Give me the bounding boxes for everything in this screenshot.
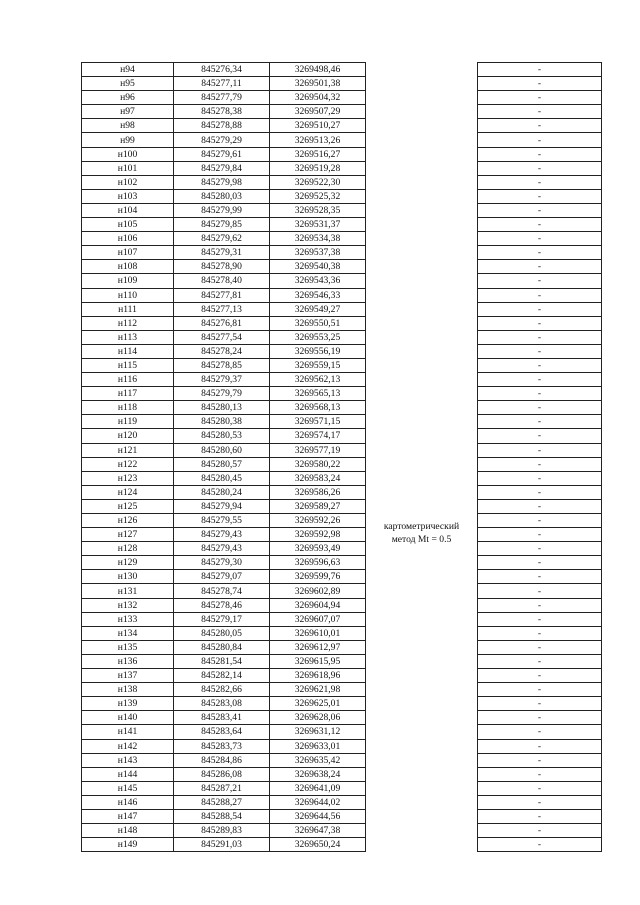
table-row — [82, 725, 602, 739]
x-coordinate-cell: 845279,61 — [174, 147, 270, 161]
y-coordinate-cell: 3269644,56 — [270, 809, 366, 823]
x-coordinate-cell: 845283,73 — [174, 739, 270, 753]
table-row — [82, 63, 602, 77]
y-coordinate-cell: 3269504,32 — [270, 91, 366, 105]
point-name-cell: н102 — [82, 175, 174, 189]
y-coordinate-cell: 3269583,24 — [270, 471, 366, 485]
point-name-cell: н135 — [82, 640, 174, 654]
accuracy-cell: - — [478, 528, 602, 542]
x-coordinate-cell: 845280,53 — [174, 429, 270, 443]
y-coordinate-cell: 3269650,24 — [270, 838, 366, 852]
x-coordinate-cell: 845280,38 — [174, 415, 270, 429]
y-coordinate-cell: 3269568,13 — [270, 401, 366, 415]
coordinates-table-body — [82, 63, 602, 852]
y-coordinate-cell: 3269522,30 — [270, 175, 366, 189]
accuracy-cell: - — [478, 669, 602, 683]
accuracy-cell: - — [478, 274, 602, 288]
accuracy-cell: - — [478, 429, 602, 443]
x-coordinate-cell: 845280,60 — [174, 443, 270, 457]
y-coordinate-cell: 3269633,01 — [270, 739, 366, 753]
table-row — [82, 330, 602, 344]
point-name-cell: н100 — [82, 147, 174, 161]
y-coordinate-cell: 3269644,02 — [270, 795, 366, 809]
accuracy-cell: - — [478, 373, 602, 387]
x-coordinate-cell: 845278,40 — [174, 274, 270, 288]
table-row — [82, 570, 602, 584]
table-row — [82, 147, 602, 161]
x-coordinate-cell: 845277,13 — [174, 302, 270, 316]
point-name-cell: н117 — [82, 387, 174, 401]
accuracy-cell: - — [478, 654, 602, 668]
x-coordinate-cell: 845279,85 — [174, 218, 270, 232]
table-row — [82, 809, 602, 823]
accuracy-cell: - — [478, 725, 602, 739]
y-coordinate-cell: 3269610,01 — [270, 626, 366, 640]
y-coordinate-cell: 3269498,46 — [270, 63, 366, 77]
y-coordinate-cell: 3269628,06 — [270, 711, 366, 725]
y-coordinate-cell: 3269559,15 — [270, 358, 366, 372]
point-name-cell: н105 — [82, 218, 174, 232]
point-name-cell: н94 — [82, 63, 174, 77]
table-row — [82, 824, 602, 838]
table-row — [82, 189, 602, 203]
table-row — [82, 443, 602, 457]
point-name-cell: н146 — [82, 795, 174, 809]
accuracy-cell: - — [478, 795, 602, 809]
y-coordinate-cell: 3269571,15 — [270, 415, 366, 429]
point-name-cell: н144 — [82, 767, 174, 781]
accuracy-cell: - — [478, 683, 602, 697]
x-coordinate-cell: 845279,37 — [174, 373, 270, 387]
point-name-cell: н106 — [82, 232, 174, 246]
x-coordinate-cell: 845280,24 — [174, 485, 270, 499]
x-coordinate-cell: 845286,08 — [174, 767, 270, 781]
y-coordinate-cell: 3269631,12 — [270, 725, 366, 739]
x-coordinate-cell: 845280,57 — [174, 457, 270, 471]
point-name-cell: н107 — [82, 246, 174, 260]
y-coordinate-cell: 3269525,32 — [270, 189, 366, 203]
table-row — [82, 387, 602, 401]
accuracy-cell: - — [478, 556, 602, 570]
table-row — [82, 598, 602, 612]
x-coordinate-cell: 845278,74 — [174, 584, 270, 598]
accuracy-cell: - — [478, 471, 602, 485]
accuracy-cell: - — [478, 133, 602, 147]
x-coordinate-cell: 845280,05 — [174, 626, 270, 640]
accuracy-cell: - — [478, 612, 602, 626]
table-row — [82, 781, 602, 795]
point-name-cell: н139 — [82, 697, 174, 711]
x-coordinate-cell: 845276,81 — [174, 316, 270, 330]
y-coordinate-cell: 3269607,07 — [270, 612, 366, 626]
point-name-cell: н103 — [82, 189, 174, 203]
y-coordinate-cell: 3269621,98 — [270, 683, 366, 697]
accuracy-cell: - — [478, 147, 602, 161]
table-row — [82, 697, 602, 711]
point-name-cell: н98 — [82, 119, 174, 133]
point-name-cell: н119 — [82, 415, 174, 429]
y-coordinate-cell: 3269553,25 — [270, 330, 366, 344]
accuracy-cell: - — [478, 753, 602, 767]
table-row — [82, 556, 602, 570]
point-name-cell: н132 — [82, 598, 174, 612]
point-name-cell: н115 — [82, 358, 174, 372]
point-name-cell: н116 — [82, 373, 174, 387]
x-coordinate-cell: 845280,84 — [174, 640, 270, 654]
point-name-cell: н109 — [82, 274, 174, 288]
table-row — [82, 203, 602, 217]
accuracy-cell: - — [478, 189, 602, 203]
y-coordinate-cell: 3269546,33 — [270, 288, 366, 302]
point-name-cell: н136 — [82, 654, 174, 668]
x-coordinate-cell: 845278,24 — [174, 344, 270, 358]
point-name-cell: н124 — [82, 485, 174, 499]
x-coordinate-cell: 845289,83 — [174, 824, 270, 838]
table-row — [82, 274, 602, 288]
accuracy-cell: - — [478, 105, 602, 119]
point-name-cell: н133 — [82, 612, 174, 626]
accuracy-cell: - — [478, 739, 602, 753]
table-row — [82, 316, 602, 330]
y-coordinate-cell: 3269580,22 — [270, 457, 366, 471]
accuracy-cell: - — [478, 485, 602, 499]
x-coordinate-cell: 845278,46 — [174, 598, 270, 612]
point-name-cell: н143 — [82, 753, 174, 767]
y-coordinate-cell: 3269592,26 — [270, 514, 366, 528]
x-coordinate-cell: 845279,43 — [174, 528, 270, 542]
y-coordinate-cell: 3269589,27 — [270, 499, 366, 513]
y-coordinate-cell: 3269647,38 — [270, 824, 366, 838]
table-row — [82, 358, 602, 372]
table-row — [82, 429, 602, 443]
accuracy-cell: - — [478, 457, 602, 471]
table-row — [82, 739, 602, 753]
y-coordinate-cell: 3269510,27 — [270, 119, 366, 133]
point-name-cell: н114 — [82, 344, 174, 358]
accuracy-cell: - — [478, 330, 602, 344]
y-coordinate-cell: 3269513,26 — [270, 133, 366, 147]
y-coordinate-cell: 3269565,13 — [270, 387, 366, 401]
x-coordinate-cell: 845279,43 — [174, 542, 270, 556]
x-coordinate-cell: 845277,81 — [174, 288, 270, 302]
table-row — [82, 246, 602, 260]
point-name-cell: н145 — [82, 781, 174, 795]
table-row — [82, 669, 602, 683]
point-name-cell: н99 — [82, 133, 174, 147]
x-coordinate-cell: 845279,94 — [174, 499, 270, 513]
accuracy-cell: - — [478, 443, 602, 457]
table-row — [82, 302, 602, 316]
y-coordinate-cell: 3269612,97 — [270, 640, 366, 654]
table-row — [82, 218, 602, 232]
y-coordinate-cell: 3269534,38 — [270, 232, 366, 246]
method-cell — [366, 63, 478, 852]
y-coordinate-cell: 3269596,63 — [270, 556, 366, 570]
table-row — [82, 133, 602, 147]
point-name-cell: н131 — [82, 584, 174, 598]
accuracy-cell: - — [478, 161, 602, 175]
table-row — [82, 753, 602, 767]
table-row — [82, 373, 602, 387]
x-coordinate-cell: 845279,17 — [174, 612, 270, 626]
x-coordinate-cell: 845281,54 — [174, 654, 270, 668]
point-name-cell: н142 — [82, 739, 174, 753]
x-coordinate-cell: 845276,34 — [174, 63, 270, 77]
y-coordinate-cell: 3269574,17 — [270, 429, 366, 443]
table-row — [82, 175, 602, 189]
y-coordinate-cell: 3269593,49 — [270, 542, 366, 556]
x-coordinate-cell: 845279,30 — [174, 556, 270, 570]
point-name-cell: н149 — [82, 838, 174, 852]
x-coordinate-cell: 845279,79 — [174, 387, 270, 401]
table-row — [82, 514, 602, 528]
point-name-cell: н96 — [82, 91, 174, 105]
accuracy-cell: - — [478, 838, 602, 852]
y-coordinate-cell: 3269528,35 — [270, 203, 366, 217]
y-coordinate-cell: 3269501,38 — [270, 77, 366, 91]
point-name-cell: н121 — [82, 443, 174, 457]
accuracy-cell: - — [478, 598, 602, 612]
y-coordinate-cell: 3269543,36 — [270, 274, 366, 288]
point-name-cell: н129 — [82, 556, 174, 570]
table-row — [82, 401, 602, 415]
accuracy-cell: - — [478, 246, 602, 260]
x-coordinate-cell: 845280,13 — [174, 401, 270, 415]
x-coordinate-cell: 845279,62 — [174, 232, 270, 246]
y-coordinate-cell: 3269604,94 — [270, 598, 366, 612]
table-row — [82, 91, 602, 105]
x-coordinate-cell: 845277,54 — [174, 330, 270, 344]
table-row — [82, 485, 602, 499]
accuracy-cell: - — [478, 77, 602, 91]
accuracy-cell: - — [478, 514, 602, 528]
table-row — [82, 415, 602, 429]
table-row — [82, 344, 602, 358]
accuracy-cell: - — [478, 302, 602, 316]
method-line-1: картометрический — [383, 521, 460, 533]
table-row — [82, 626, 602, 640]
x-coordinate-cell: 845288,27 — [174, 795, 270, 809]
table-row — [82, 232, 602, 246]
table-row — [82, 795, 602, 809]
x-coordinate-cell: 845279,55 — [174, 514, 270, 528]
accuracy-cell: - — [478, 218, 602, 232]
x-coordinate-cell: 845287,21 — [174, 781, 270, 795]
point-name-cell: н112 — [82, 316, 174, 330]
point-name-cell: н108 — [82, 260, 174, 274]
table-row — [82, 161, 602, 175]
table-row — [82, 584, 602, 598]
method-line-2: метод Mt = 0.5 — [391, 534, 452, 546]
table-row — [82, 499, 602, 513]
x-coordinate-cell: 845283,08 — [174, 697, 270, 711]
x-coordinate-cell: 845278,88 — [174, 119, 270, 133]
y-coordinate-cell: 3269641,09 — [270, 781, 366, 795]
y-coordinate-cell: 3269556,19 — [270, 344, 366, 358]
table-row — [82, 105, 602, 119]
table-row — [82, 77, 602, 91]
accuracy-cell: - — [478, 358, 602, 372]
table-row — [82, 838, 602, 852]
x-coordinate-cell: 845278,38 — [174, 105, 270, 119]
accuracy-cell: - — [478, 711, 602, 725]
point-name-cell: н140 — [82, 711, 174, 725]
point-name-cell: н120 — [82, 429, 174, 443]
accuracy-cell: - — [478, 316, 602, 330]
y-coordinate-cell: 3269618,96 — [270, 669, 366, 683]
x-coordinate-cell: 845288,54 — [174, 809, 270, 823]
point-name-cell: н130 — [82, 570, 174, 584]
accuracy-cell: - — [478, 203, 602, 217]
point-name-cell: н123 — [82, 471, 174, 485]
x-coordinate-cell: 845280,45 — [174, 471, 270, 485]
x-coordinate-cell: 845277,79 — [174, 91, 270, 105]
accuracy-cell: - — [478, 232, 602, 246]
point-name-cell: н95 — [82, 77, 174, 91]
x-coordinate-cell: 845278,85 — [174, 358, 270, 372]
table-row — [82, 542, 602, 556]
table-row — [82, 654, 602, 668]
x-coordinate-cell: 845279,31 — [174, 246, 270, 260]
method-text — [366, 520, 477, 546]
y-coordinate-cell: 3269550,51 — [270, 316, 366, 330]
accuracy-cell: - — [478, 401, 602, 415]
table-row — [82, 683, 602, 697]
y-coordinate-cell: 3269519,28 — [270, 161, 366, 175]
accuracy-cell: - — [478, 119, 602, 133]
accuracy-cell: - — [478, 63, 602, 77]
accuracy-cell: - — [478, 344, 602, 358]
table-row — [82, 471, 602, 485]
point-name-cell: н127 — [82, 528, 174, 542]
y-coordinate-cell: 3269537,38 — [270, 246, 366, 260]
accuracy-cell: - — [478, 781, 602, 795]
x-coordinate-cell: 845284,86 — [174, 753, 270, 767]
point-name-cell: н141 — [82, 725, 174, 739]
point-name-cell: н147 — [82, 809, 174, 823]
y-coordinate-cell: 3269638,24 — [270, 767, 366, 781]
y-coordinate-cell: 3269516,27 — [270, 147, 366, 161]
y-coordinate-cell: 3269586,26 — [270, 485, 366, 499]
x-coordinate-cell: 845282,66 — [174, 683, 270, 697]
coordinates-table — [81, 62, 602, 852]
accuracy-cell: - — [478, 767, 602, 781]
y-coordinate-cell: 3269625,01 — [270, 697, 366, 711]
x-coordinate-cell: 845279,84 — [174, 161, 270, 175]
table-row — [82, 640, 602, 654]
point-name-cell: н111 — [82, 302, 174, 316]
point-name-cell: н137 — [82, 669, 174, 683]
x-coordinate-cell: 845283,64 — [174, 725, 270, 739]
point-name-cell: н104 — [82, 203, 174, 217]
point-name-cell: н110 — [82, 288, 174, 302]
table-row — [82, 119, 602, 133]
x-coordinate-cell: 845279,98 — [174, 175, 270, 189]
point-name-cell: н128 — [82, 542, 174, 556]
accuracy-cell: - — [478, 288, 602, 302]
point-name-cell: н126 — [82, 514, 174, 528]
accuracy-cell: - — [478, 809, 602, 823]
point-name-cell: н118 — [82, 401, 174, 415]
accuracy-cell: - — [478, 570, 602, 584]
accuracy-cell: - — [478, 415, 602, 429]
point-name-cell: н97 — [82, 105, 174, 119]
point-name-cell: н125 — [82, 499, 174, 513]
accuracy-cell: - — [478, 824, 602, 838]
y-coordinate-cell: 3269531,37 — [270, 218, 366, 232]
accuracy-cell: - — [478, 584, 602, 598]
y-coordinate-cell: 3269540,38 — [270, 260, 366, 274]
table-row — [82, 711, 602, 725]
y-coordinate-cell: 3269592,98 — [270, 528, 366, 542]
table-row — [82, 288, 602, 302]
accuracy-cell: - — [478, 626, 602, 640]
y-coordinate-cell: 3269599,76 — [270, 570, 366, 584]
point-name-cell: н122 — [82, 457, 174, 471]
table-row — [82, 457, 602, 471]
accuracy-cell: - — [478, 91, 602, 105]
y-coordinate-cell: 3269577,19 — [270, 443, 366, 457]
y-coordinate-cell: 3269562,13 — [270, 373, 366, 387]
x-coordinate-cell: 845279,07 — [174, 570, 270, 584]
accuracy-cell: - — [478, 640, 602, 654]
x-coordinate-cell: 845280,03 — [174, 189, 270, 203]
accuracy-cell: - — [478, 499, 602, 513]
y-coordinate-cell: 3269507,29 — [270, 105, 366, 119]
accuracy-cell: - — [478, 542, 602, 556]
table-row — [82, 612, 602, 626]
y-coordinate-cell: 3269635,42 — [270, 753, 366, 767]
x-coordinate-cell: 845291,03 — [174, 838, 270, 852]
point-name-cell: н101 — [82, 161, 174, 175]
x-coordinate-cell: 845279,99 — [174, 203, 270, 217]
point-name-cell: н138 — [82, 683, 174, 697]
accuracy-cell: - — [478, 260, 602, 274]
point-name-cell: н113 — [82, 330, 174, 344]
x-coordinate-cell: 845278,90 — [174, 260, 270, 274]
x-coordinate-cell: 845279,29 — [174, 133, 270, 147]
table-row — [82, 260, 602, 274]
y-coordinate-cell: 3269602,89 — [270, 584, 366, 598]
y-coordinate-cell: 3269615,95 — [270, 654, 366, 668]
accuracy-cell: - — [478, 697, 602, 711]
x-coordinate-cell: 845283,41 — [174, 711, 270, 725]
table-row — [82, 767, 602, 781]
accuracy-cell: - — [478, 387, 602, 401]
x-coordinate-cell: 845277,11 — [174, 77, 270, 91]
x-coordinate-cell: 845282,14 — [174, 669, 270, 683]
point-name-cell: н134 — [82, 626, 174, 640]
table-row — [82, 528, 602, 542]
y-coordinate-cell: 3269549,27 — [270, 302, 366, 316]
point-name-cell: н148 — [82, 824, 174, 838]
accuracy-cell: - — [478, 175, 602, 189]
